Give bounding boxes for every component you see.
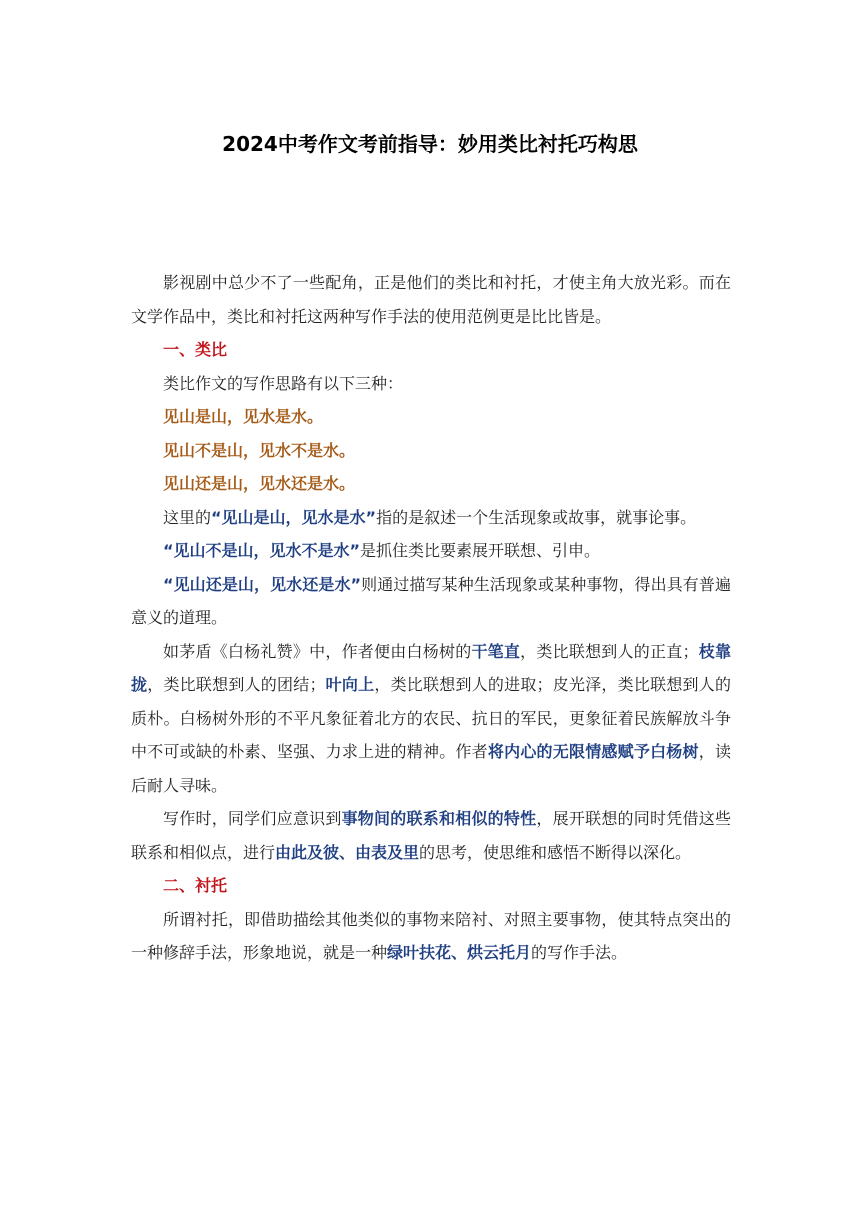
section-heading-contrast: 二、衬托	[163, 876, 228, 895]
stage-line-3: 见山还是山，见水还是水。	[163, 474, 356, 493]
stage-explanation-2	[131, 534, 731, 568]
text-run: ，类比联想到人的正直；	[520, 641, 699, 661]
emphasis-quote: “见山还是山，见水还是水”	[163, 574, 362, 594]
stage-explanation-1	[131, 501, 731, 535]
document-title: 2024中考作文考前指导：妙用类比衬托巧构思	[222, 132, 638, 156]
intro-paragraph: 影视剧中总少不了一些配角，正是他们的类比和衬托，才使主角大放光彩。而在文学作品中，类比和衬托这两种写作手法的使用范例更是比比皆是。	[131, 273, 731, 326]
emphasis-phrase: 绿叶扶花、烘云托月	[387, 943, 532, 962]
text-run: ，类比联想到人的团结；	[147, 675, 326, 694]
text-run: 所谓衬托，即借助描绘其他类似的事物来陪衬、对照主要事物，使其特点突出的一种修辞手法，形象地说，就是一种	[131, 909, 731, 962]
stage-explanation-3	[131, 568, 731, 635]
document-body	[131, 266, 731, 970]
analogy-lead: 类比作文的写作思路有以下三种：	[163, 373, 404, 393]
text-run: 的思考，使思维和感悟不断得以深化。	[419, 842, 692, 862]
emphasis-phrase: 叶向上	[325, 675, 375, 694]
emphasis-phrase: 将内心的无限情感赋予白杨树	[487, 742, 699, 761]
example-paragraph	[131, 635, 731, 803]
text-run: 指的是叙述一个生活现象或故事，就事论事。	[376, 507, 697, 527]
text-run: ，读后耐人寻味。	[131, 742, 731, 795]
emphasis-phrase: 事物间的联系和相似的特性	[341, 809, 537, 828]
text-run: 写作时，同学们应意识到	[163, 809, 342, 828]
emphasis-phrase: 由此及彼、由表及里	[275, 842, 420, 862]
text-run: 则通过描写某种生活现象或某种事物，得出具有普遍意义的道理。	[131, 574, 731, 627]
text-run: 如茅盾《白杨礼赞》中，作者便由白杨树的	[163, 641, 472, 661]
writing-tip-paragraph	[131, 802, 731, 869]
stage-line-1: 见山是山，见水是水。	[163, 407, 324, 426]
text-run: 这里的	[163, 507, 212, 527]
text-run: 的写作手法。	[531, 943, 628, 962]
text-run: ，类比联想到人的进取；皮光泽，类比联想到人的质朴。白杨树外形的不平凡象征着北方的农民、抗日的军民，更象征着民族解放斗争中不可或缺的朴素、坚强、力求上进的精神。作者	[131, 675, 731, 761]
text-run: ，展开联想的同时凭借这些联系和相似点，进行	[131, 809, 731, 862]
text-run: 是抓住类比要素展开联想、引申。	[360, 541, 601, 560]
section-heading-analogy: 一、类比	[163, 340, 228, 359]
emphasis-quote: “见山不是山，见水不是水”	[163, 541, 361, 560]
emphasis-quote: “见山是山，见水是水”	[211, 507, 377, 527]
emphasis-phrase: 枝靠拢	[131, 641, 731, 694]
emphasis-phrase: 干笔直	[471, 641, 521, 661]
stage-line-2: 见山不是山，见水不是水。	[163, 440, 356, 460]
contrast-paragraph	[131, 903, 731, 970]
